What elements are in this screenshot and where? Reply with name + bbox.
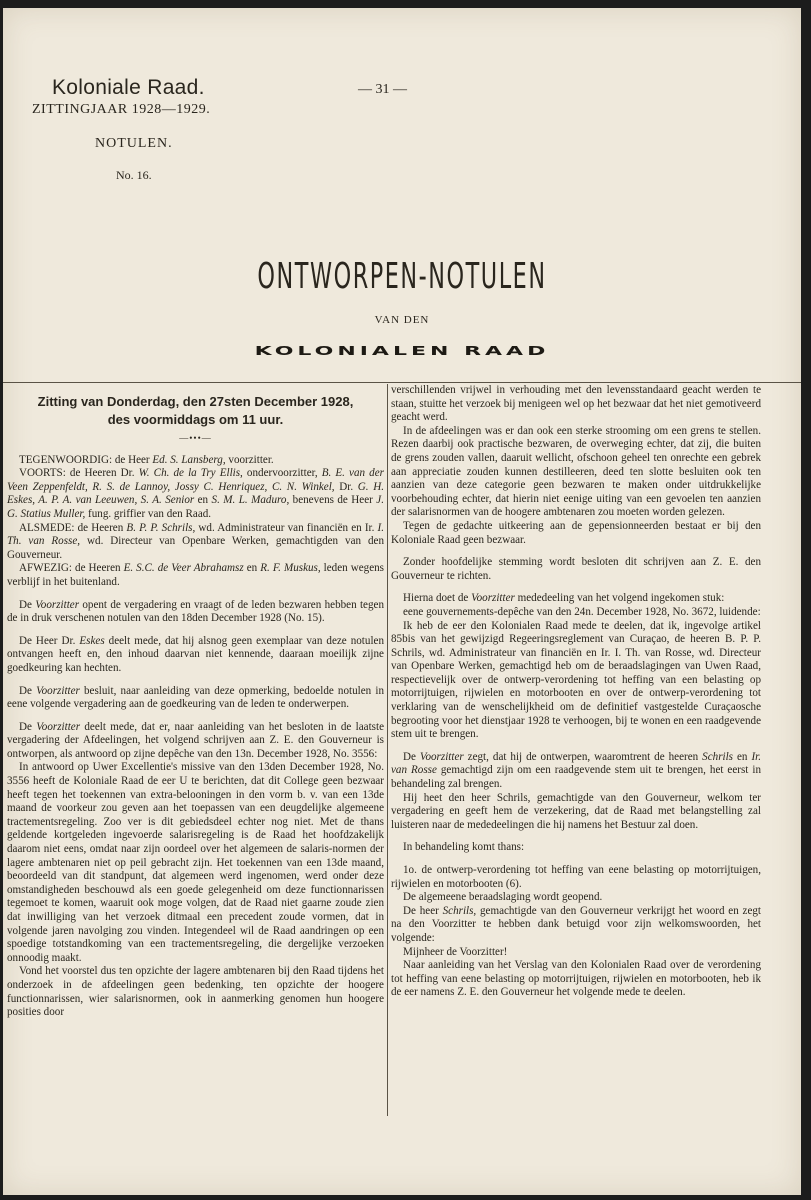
- dispatch-text: Ik heb de eer den Kolonialen Raad mede te deelen, dat ik, ingevolge artikel 85bis van het gewijzigd Regeeringsreglement van Curaçao, de heeren B. P. P. Schrils, wd. Administrateur van financiën en Ir. I. Th. van Rosse, wd. Directeur van Openbare Werken, gemachtigd heb om de beraadslagingen van Uwen Raad, respectievelijk over de ontwerp-verordening tot heffing van een belasting op motorrijtuigen, rijwielen en motorbooten en over de ontwerp-verordening tot verklaring van de wenschelijkheid om de definitief vastgestelde Curaçaosche begrooting voor het dienstjaar 1928 te verhoogen, bij te wonen en een raadgevende stem uit te brengen.: [391, 619, 761, 741]
- attendance-absent: AFWEZIG: de Heeren E. S.C. de Veer Abrahamsz en R. F. Muskus, leden wegens verblijf in het buitenland.: [7, 562, 385, 588]
- document-page: [3, 8, 801, 1195]
- header-block: [32, 76, 210, 118]
- right-column: [391, 384, 761, 1000]
- main-title: ONTWORPEN-NOTULEN: [257, 256, 547, 297]
- subtitle-van-den: VAN DEN: [374, 314, 430, 326]
- paragraph: De Voorzitter deelt mede, dat er, naar aanleiding van het besloten in de laatste vergadering der Afdeelingen, het volgend schrijven aan Z. E. den Gouverneur is ontworpen, als antwoord op zijne depêche van den 13n. December 1928, No. 3556:: [7, 720, 384, 760]
- paragraph: Tegen de gedachte uitkeering aan de gepensionneerden bestaat er bij den Koloniale Raad geen bezwaar.: [391, 519, 761, 546]
- page-number: — 31 —: [358, 82, 407, 97]
- agenda-item: 1o. de ontwerp-verordening tot heffing van eene belasting op motorrijtuigen, rijwielen en motorbooten (6).: [391, 864, 761, 890]
- paragraph: De Voorzitter opent de vergadering en vraagt of de leden bezwaren hebben tegen de in druk verschenen notulen van den 18den December 1928 (No. 15).: [7, 598, 384, 625]
- horizontal-rule: [3, 382, 801, 383]
- ornament: —•••—: [179, 433, 212, 443]
- left-column: [3, 384, 384, 1020]
- paragraph: De algemeene beraadslaging wordt geopend.: [403, 891, 603, 904]
- session-heading-line1: Zitting van Donderdag, den 27sten December 1928,: [37, 394, 354, 409]
- letter-text: In antwoord op Uwer Excellentie's missive van den 13den December 1928, No. 3556 heeft de Koloniale Raad de eer U te berichten, dat dit College geen bezwaar heeft tegen het toekennen van extra-belooningen in den vorm b. v. van een 13de maand de voorkeur zou geven aan het toepassen van een deugdelijke algemeene tractementsregeling. Zoo ver is dit gebiedsdeel echter nog niet. Met de thans geldende kortgeleden ingevoerde salarisregeling is de Raad het hoofdzakelijk daarom niet eens, omdat naar zijn oordeel over het algemeen de salaris-normen der lagere ambtenaren niet op peil gebracht zijn. Het toekennen van een 13de maand, beoordeeld van dit standpunt, dat algemeen werd ingenomen, werd onder deze omstandigheden beschouwd als een goede gelegenheid om deze functionnarissen tegemoet te komen, waaruit ook moge volgen, dat de Raad niet gaarne zoude zien dat inwilliging van het verzoek ditmaal een precedent zoude vormen, dat in volgende jaren navolging zou vinden. Integendeel wil de Raad aandringen op een spoedige totstandkoming van een tractementsregeling, die dergelijke verzoeken onnoodig maakt.: [7, 761, 384, 964]
- paragraph: De Voorzitter zegt, dat hij de ontwerpen, waaromtrent de heeren Schrils en Ir. van Rosse gemachtigd zijn om een raadgevende stem uit te brengen, het eerst in behandeling zal brengen.: [391, 750, 761, 791]
- issue-number: No. 16.: [116, 168, 152, 182]
- council-banner: KOLONIALEN RAAD: [254, 344, 550, 359]
- paragraph: Hierna doet de Voorzitter mededeeling van het volgend ingekomen stuk:: [403, 592, 725, 605]
- paragraph: Zonder hoofdelijke stemming wordt besloten dit schrijven aan Z. E. den Gouverneur te richten.: [391, 556, 761, 582]
- paragraph: eene gouvernements-depêche van den 24n. December 1928, No. 3672, luidende:: [403, 605, 761, 618]
- paragraph: In behandeling komt thans:: [403, 841, 525, 854]
- paragraph: De Heer Dr. Eskes deelt mede, dat hij alsnog geen exemplaar van deze notulen ontvangen heeft en, den inhoud daarvan niet kennende, daaraan moeilijk zijne goedkeuring kan hechten.: [7, 634, 384, 674]
- paragraph: Hij heet den heer Schrils, gemachtigde van den Gouverneur, welkom ter vergadering en geeft hem de verzekering, dat de Raad met belangstelling zal luisteren naar de mededeelingen die hij namens het Bestuur zal doen.: [391, 791, 761, 831]
- session-heading: [7, 393, 384, 429]
- council-title: Koloniale Raad.: [52, 76, 205, 99]
- section-label: NOTULEN.: [95, 136, 173, 151]
- column-divider: [387, 384, 388, 1116]
- paragraph: In de afdeelingen was er dan ook een sterke strooming om een grens te stellen. Rezen daarbij ook practische bezwaren, de overweging echter, dat zij, die buiten de grens zouden vallen, daaruit wellicht, ofschoon geheel ten onrechte een gebrek aan appreciatie zouden kunnen destilleeren, deed ten slotte besluiten ook ten aanzien van deze categorie geen bezwaren te maken onder uitdrukkelijke voorbehouding echter, dat hierin niet eenige uiting van een gevoelen ten aanzien der salarisnormen van de hoogere ambtenaren zou moeten worden gelezen.: [391, 424, 761, 519]
- salutation: Mijnheer de Voorzitter!: [403, 945, 508, 958]
- paragraph: De heer Schrils, gemachtigde van den Gouverneur verkrijgt het woord en zegt na den Voorzitter te hebben dank betuigd voor zijn welkomswoorden, het volgende:: [391, 904, 762, 944]
- paragraph: Naar aanleiding van het Verslag van den Kolonialen Raad over de verordening tot heffing van eene belasting op motorrijtuigen, rijwielen en motorbooten, heb ik de eer namens Z. E. den Gouverneur het volgende mede te deelen.: [391, 959, 761, 999]
- paragraph: De Voorzitter besluit, naar aanleiding van deze opmerking, bedoelde notulen in eene volgende vergadering aan de goedkeuring van de leden te onderwerpen.: [7, 684, 384, 711]
- attendance-also: VOORTS: de Heeren Dr. W. Ch. de la Try Ellis, ondervoorzitter, B. E. van der Veen Zeppenfeldt, R. S. de Lannoy, Jossy C. Henriquez, C. N. Winkel, Dr. G. H. Eskes, A. P. A. van Leeuwen, S. A. Senior en S. M. L. Maduro, benevens de Heer J. G. Statius Muller, fung. griffier van den Raad.: [7, 467, 385, 520]
- attendance-delegates: ALSMEDE: de Heeren B. P. P. Schrils, wd. Administrateur van financiën en Ir. I. Th. van Rosse, wd. Directeur van Openbare Werken, gemachtigden van den Gouverneur.: [7, 521, 385, 561]
- attendance-present: TEGENWOORDIG: de Heer Ed. S. Lansberg, voorzitter.: [19, 453, 274, 466]
- letter-text: Vond het voorstel dus ten opzichte der lagere ambtenaren bij den Raad tijdens het onderzoek in de afdeelingen geen bedenking, ten opzichte der hoogere functionnarissen, wier salarisnormen, ook in aanmerking genomen hun hoogere posities door: [7, 965, 384, 1019]
- session-year: ZITTINGJAAR 1928—1929.: [32, 102, 211, 117]
- session-heading-line2: des voormiddags om 11 uur.: [107, 412, 284, 427]
- paragraph: verschillenden vrijwel in verhouding met den levensstandaard geacht werden te staan, stuitte het verzoek bij menigeen wel op het bezwaar dat het niet gemotiveerd geacht werd.: [391, 384, 761, 424]
